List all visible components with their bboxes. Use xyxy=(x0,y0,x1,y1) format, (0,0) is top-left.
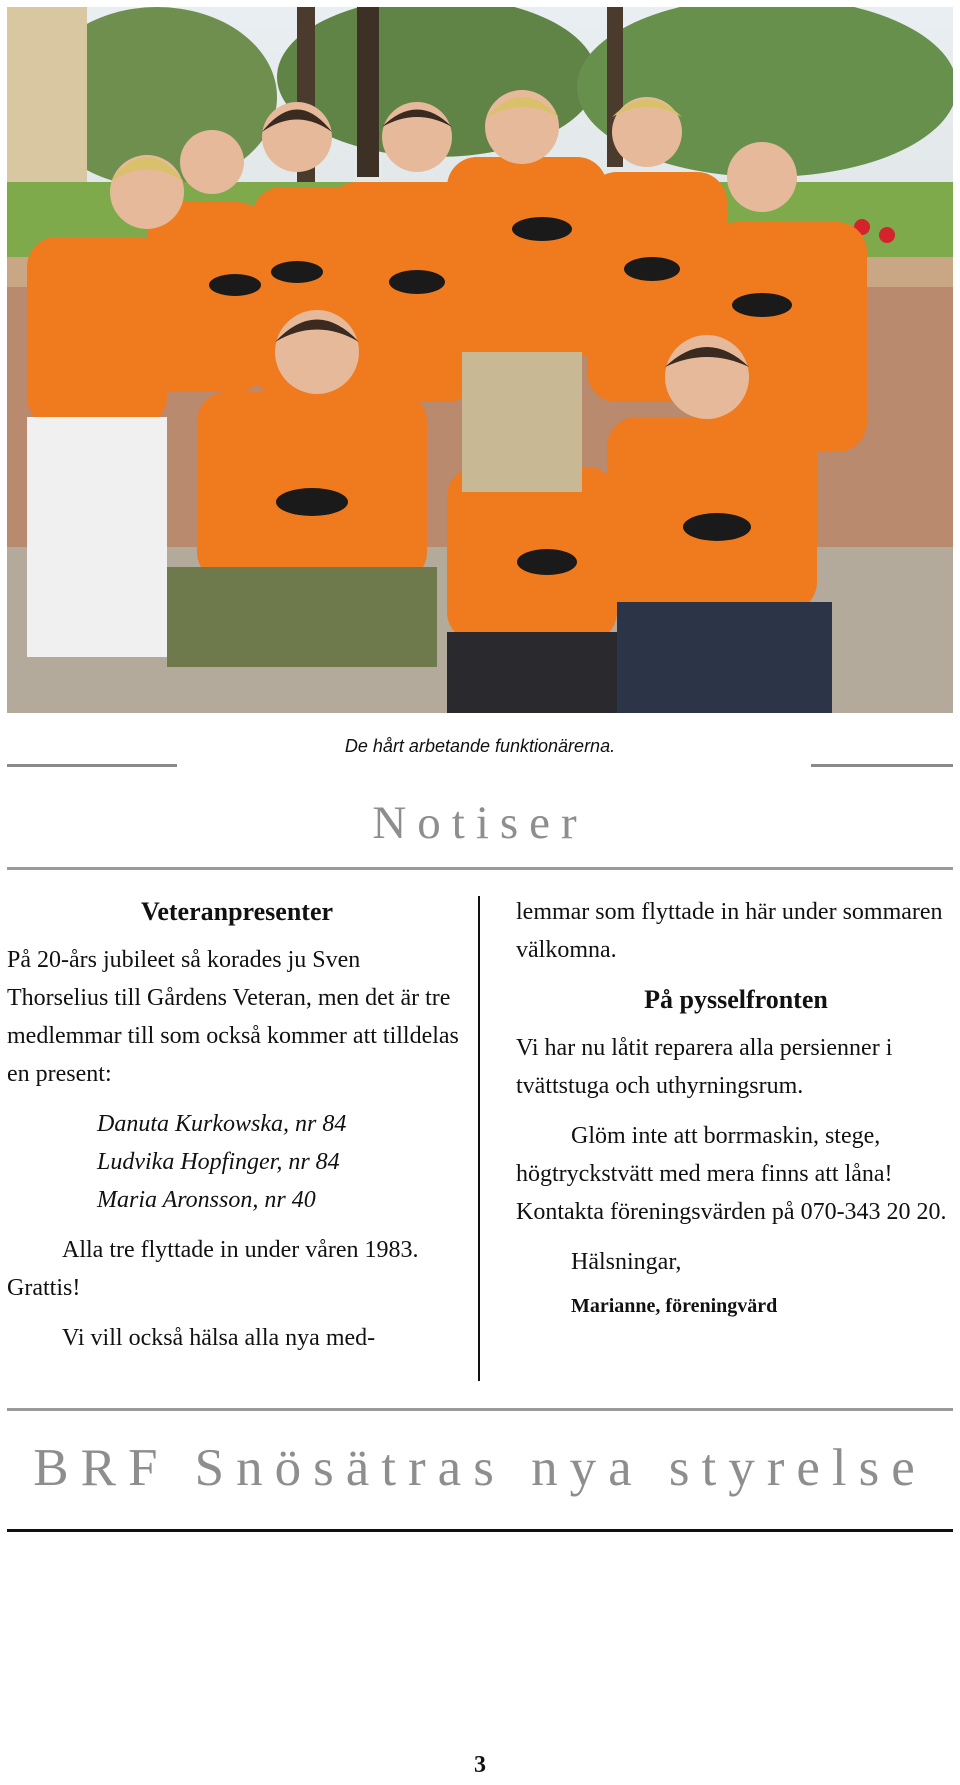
caption-line-left xyxy=(7,764,177,767)
left-column xyxy=(7,893,467,1369)
column-divider xyxy=(478,896,480,1381)
borrow-text: Glöm inte att borrmaskin, stege, högtryckstvätt med mera finns att låna! Kontakta föreningsvärden på 070-343 20 20. xyxy=(516,1123,947,1225)
board-rule-bottom xyxy=(7,1529,953,1532)
veteran-name: Ludvika Hopfinger, nr 84 xyxy=(97,1149,340,1175)
section-rule-top xyxy=(7,867,953,870)
pyssel-heading: På pysselfronten xyxy=(644,985,828,1014)
signature: Marianne, föreningvärd xyxy=(571,1295,778,1317)
caption-line-right xyxy=(811,764,953,767)
board-title: BRF Snösätras nya styrelse xyxy=(33,1439,927,1497)
board-rule-top xyxy=(7,1408,953,1411)
greeting: Hälsningar, xyxy=(571,1249,682,1275)
caption-row xyxy=(7,736,953,762)
welcome-start: Vi vill också hälsa alla nya med- xyxy=(62,1325,376,1351)
section-title: Notiser xyxy=(372,797,588,849)
group-photo xyxy=(7,7,953,713)
veteran-intro: På 20-års jubileet så korades ju Sven Thorselius till Gårdens Veteran, men det är tre medlemmar till som också kommer att tilldelas en present: xyxy=(7,947,459,1087)
veteran-heading: Veteranpresenter xyxy=(140,897,334,926)
veteran-name: Danuta Kurkowska, nr 84 xyxy=(97,1111,347,1137)
veteran-name: Maria Aronsson, nr 40 xyxy=(97,1187,316,1213)
page-number: 3 xyxy=(474,1752,486,1778)
veteran-moved: Alla tre flyttade in under våren 1983. Grattis! xyxy=(7,1237,419,1301)
veteran-names xyxy=(97,1105,467,1219)
photo-caption: De hårt arbetande funktionärerna. xyxy=(344,736,616,756)
repair-text: Vi har nu låtit reparera alla persienner i tvättstuga och uthyrningsrum. xyxy=(516,1035,893,1099)
right-column xyxy=(516,893,956,1325)
group-photo-illustration xyxy=(7,7,953,713)
welcome-end: lemmar som flyttade in här under sommaren välkomna. xyxy=(516,899,943,963)
